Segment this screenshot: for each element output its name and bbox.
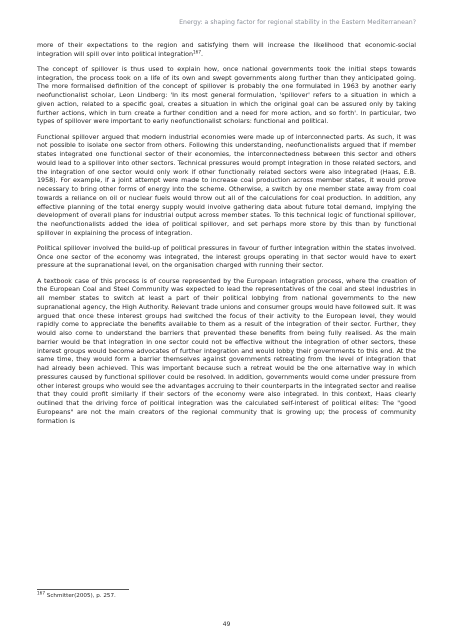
paragraph-3: Functional spillover argued that modern industrial economies were made up of interconnected parts. As such, it was not possible to isolate one sector from others. Following this understanding, neofunctionalists argued that if member states integrated one functional sector of their economies, the interconnectedness between this sector and others would lead to a spillover into other sectors. Technical pressures would prompt integration in those related sectors, and the integration of one sector would only work if other functionally related sectors were also integrated (Haas, E.B. 1958). For example, if a joint attempt were made to increase coal production across member states, it would prove necessary to bring other forms of energy into the scheme. Otherwise, a switch by one member state away from coal towards a reliance on oil or nuclear fuels would throw out all of the calculations for coal production. In addition, any effective planning of the total energy supply would involve gathering data about future total demand, implying the development of overall plans for industrial output across member states. To this technical logic of functional spillover, the neofunctionalists added the idea of political spillover, and set perhaps more store by this than by functional spillover in explaining the process of integration.: [37, 133, 416, 237]
paragraph-2: The concept of spillover is thus used to explain how, once national governments took the initial steps towards integration, the process took on a life of its own and swept governments along further than they anticipated going. The more formalised definition of the concept of spillover is probably the one formulated in 1963 by another early neofunctionalist scholar, Leon Lindberg: 'In its most general formulation, 'spillover' refers to a situation in which a given action, related to a specific goal, creates a situation in which the original goal can be assured only by taking further actions, which in turn create a further condition and a need for more action, and so forth'. In particular, two types of spillover were important to early neofunctionalist scholars: functional and political.: [37, 65, 416, 126]
paragraph-1: [37, 42, 416, 60]
page-number: 49: [222, 621, 231, 628]
footnote-reference[interactable]: 167: [193, 49, 202, 55]
paragraph-1-text: more of their expectations to the region and satisfying them will increase the likelihood that economic-social integration will spill over into political integration: [37, 42, 416, 58]
footnote-text: Schmitter(2005), p. 257.: [45, 593, 116, 599]
paragraph-1-tail: .: [201, 50, 204, 58]
footnote: [37, 590, 116, 600]
paragraph-5: A textbook case of this process is of course represented by the European integration process, where the creation of the European Coal and Steel Community was expected to lead the representatives of the coal and steel industries in all member states to switch at least a part of their political lobbying from national governments to the new supranational agency, the High Authority. Relevant trade unions and consumer groups would have followed suit. It was argued that once these interest groups had switched the focus of their activity to the European level, they would rapidly come to appreciate the benefits available to them as a result of the integration of their sector. Further, they would also come to understand the barriers that prevented these benefits from being fully realised. As the main barrier would be that integration in one sector could not be effective without the integration of other sectors, these interest groups would become advocates of further integration and would lobby their governments to this end. At the same time, they would form a barrier themselves against governments retreating from the level of integration that had already been achieved. This was important because such a retreat would be the one alternative way in which pressures caused by functional spillover could be resolved. In addition, governments would come under pressure from other interest groups who would see the advantages accruing to their counterparts in the integrated sector and realise that they could profit similarly if their sectors of the economy were also integrated. In this context, Haas clearly outlined that the driving force of political integration was the calculated self-interest of political elites: The "good Europeans" are not the main creators of the regional community that is growing up; the process of community formation is: [37, 277, 417, 425]
footnote-divider: [37, 589, 129, 590]
body-text: [37, 42, 416, 433]
running-header: Energy: a shaping factor for regional stability in the Eastern Mediterranean?: [179, 19, 416, 26]
paragraph-4: Political spillover involved the build-up of political pressures in favour of further integration within the states involved. Once one sector of the economy was integrated, the interest groups operating in that sector would have to exert pressure at the supranational level, on the organisation charged with running their sector.: [37, 244, 416, 270]
footnote-marker: 167: [37, 590, 45, 596]
